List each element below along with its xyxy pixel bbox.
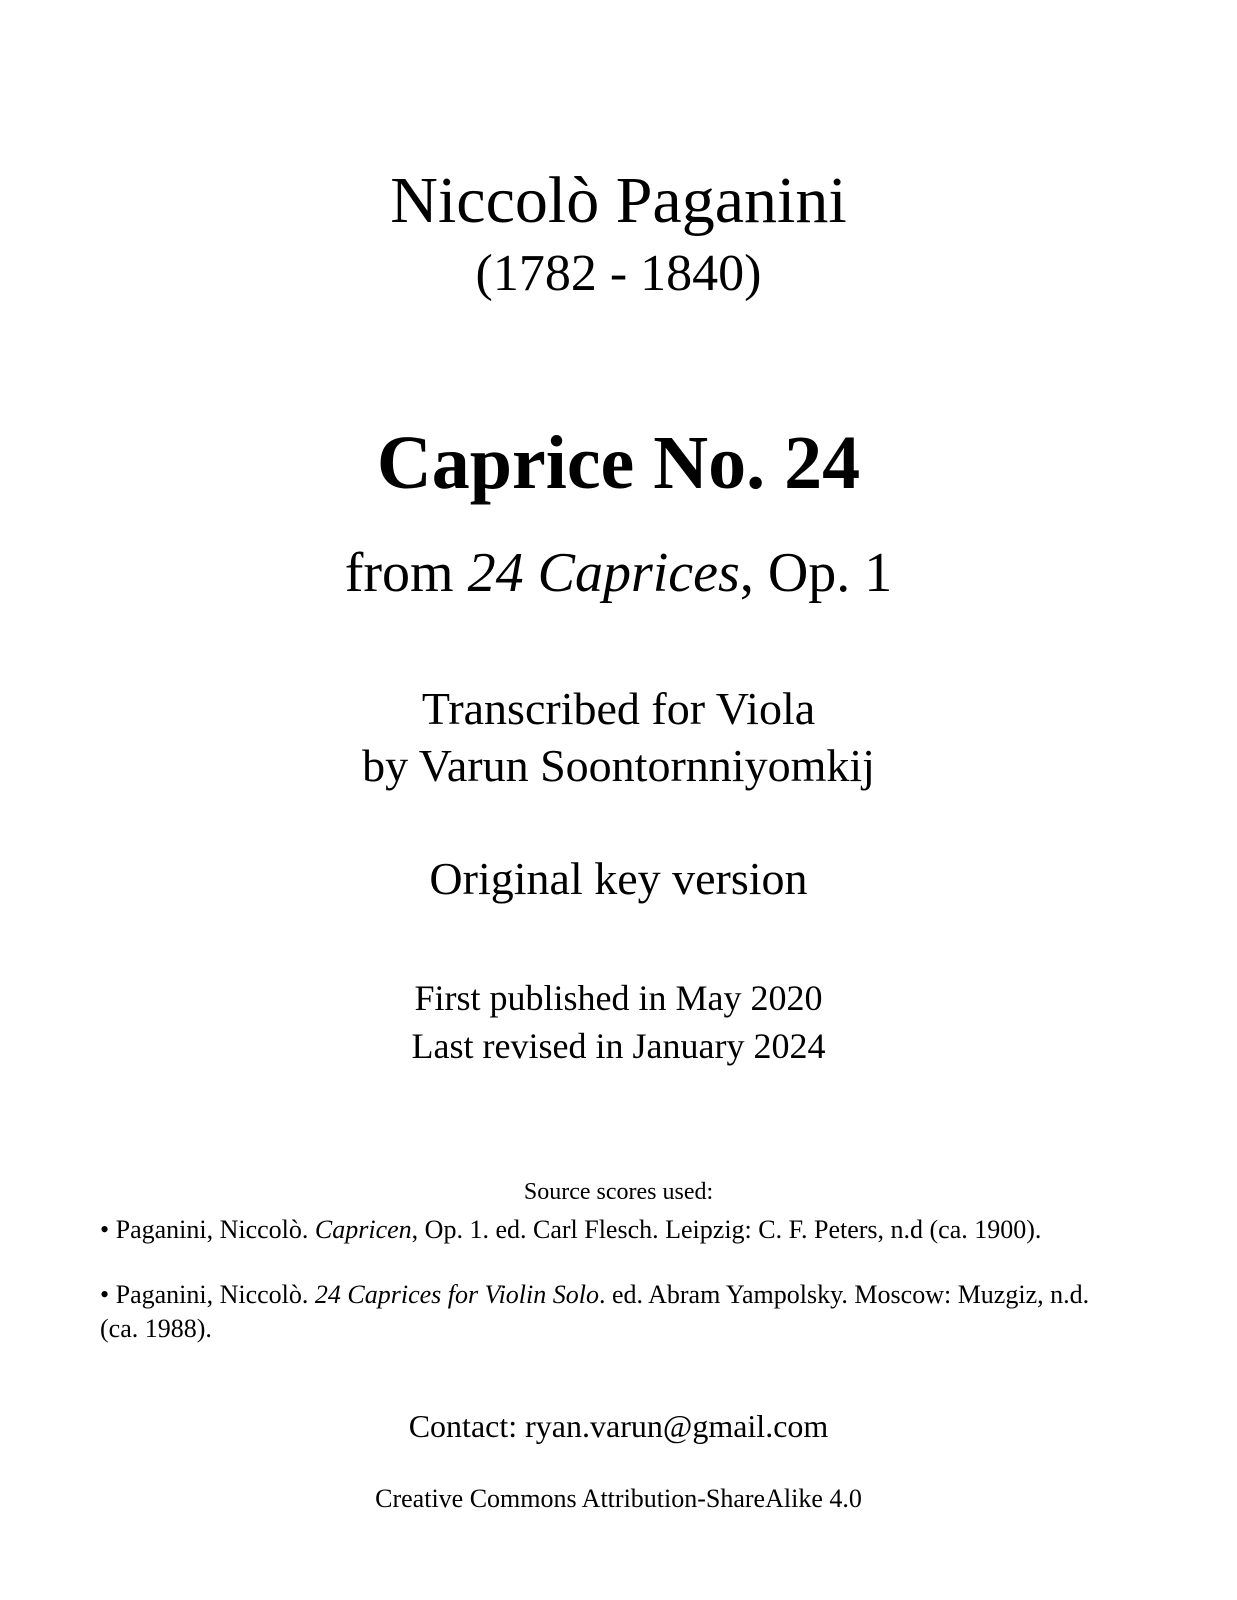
work-title: Caprice No. 24	[376, 421, 861, 505]
source-item	[100, 1213, 1120, 1247]
source-prefix: • Paganini, Niccolò.	[100, 1215, 315, 1244]
composer-dates: (1782 - 1840)	[475, 245, 762, 302]
subtitle-collection: 24 Caprices	[467, 542, 740, 604]
sources-heading: Source scores used:	[523, 1179, 714, 1205]
license-note: Creative Commons Attribution-ShareAlike 4.0	[375, 1484, 862, 1513]
source-prefix: • Paganini, Niccolò.	[100, 1280, 315, 1309]
last-revised: Last revised in January 2024	[411, 1026, 826, 1066]
contact-info: Contact: ryan.varun@gmail.com	[408, 1408, 829, 1444]
work-subtitle	[0, 542, 1237, 604]
subtitle-prefix: from	[344, 542, 468, 604]
transcriber-line: by Varun Soontornniyomkij	[362, 740, 875, 791]
version-note: Original key version	[429, 853, 808, 904]
source-title: 24 Caprices for Violin Solo	[314, 1280, 599, 1309]
first-published: First published in May 2020	[414, 978, 823, 1018]
source-title: Capricen	[314, 1215, 412, 1244]
composer-name: Niccolò Paganini	[390, 164, 847, 237]
source-details: . ed. Abram Yampolsky. Moscow: Muzgiz, n.d. (ca. 1988).	[100, 1280, 1090, 1343]
source-item	[100, 1278, 1120, 1346]
subtitle-suffix: , Op. 1	[739, 542, 893, 604]
source-details: , Op. 1. ed. Carl Flesch. Leipzig: C. F. Peters, n.d (ca. 1900).	[411, 1215, 1042, 1244]
transcription-line: Transcribed for Viola	[421, 683, 816, 734]
